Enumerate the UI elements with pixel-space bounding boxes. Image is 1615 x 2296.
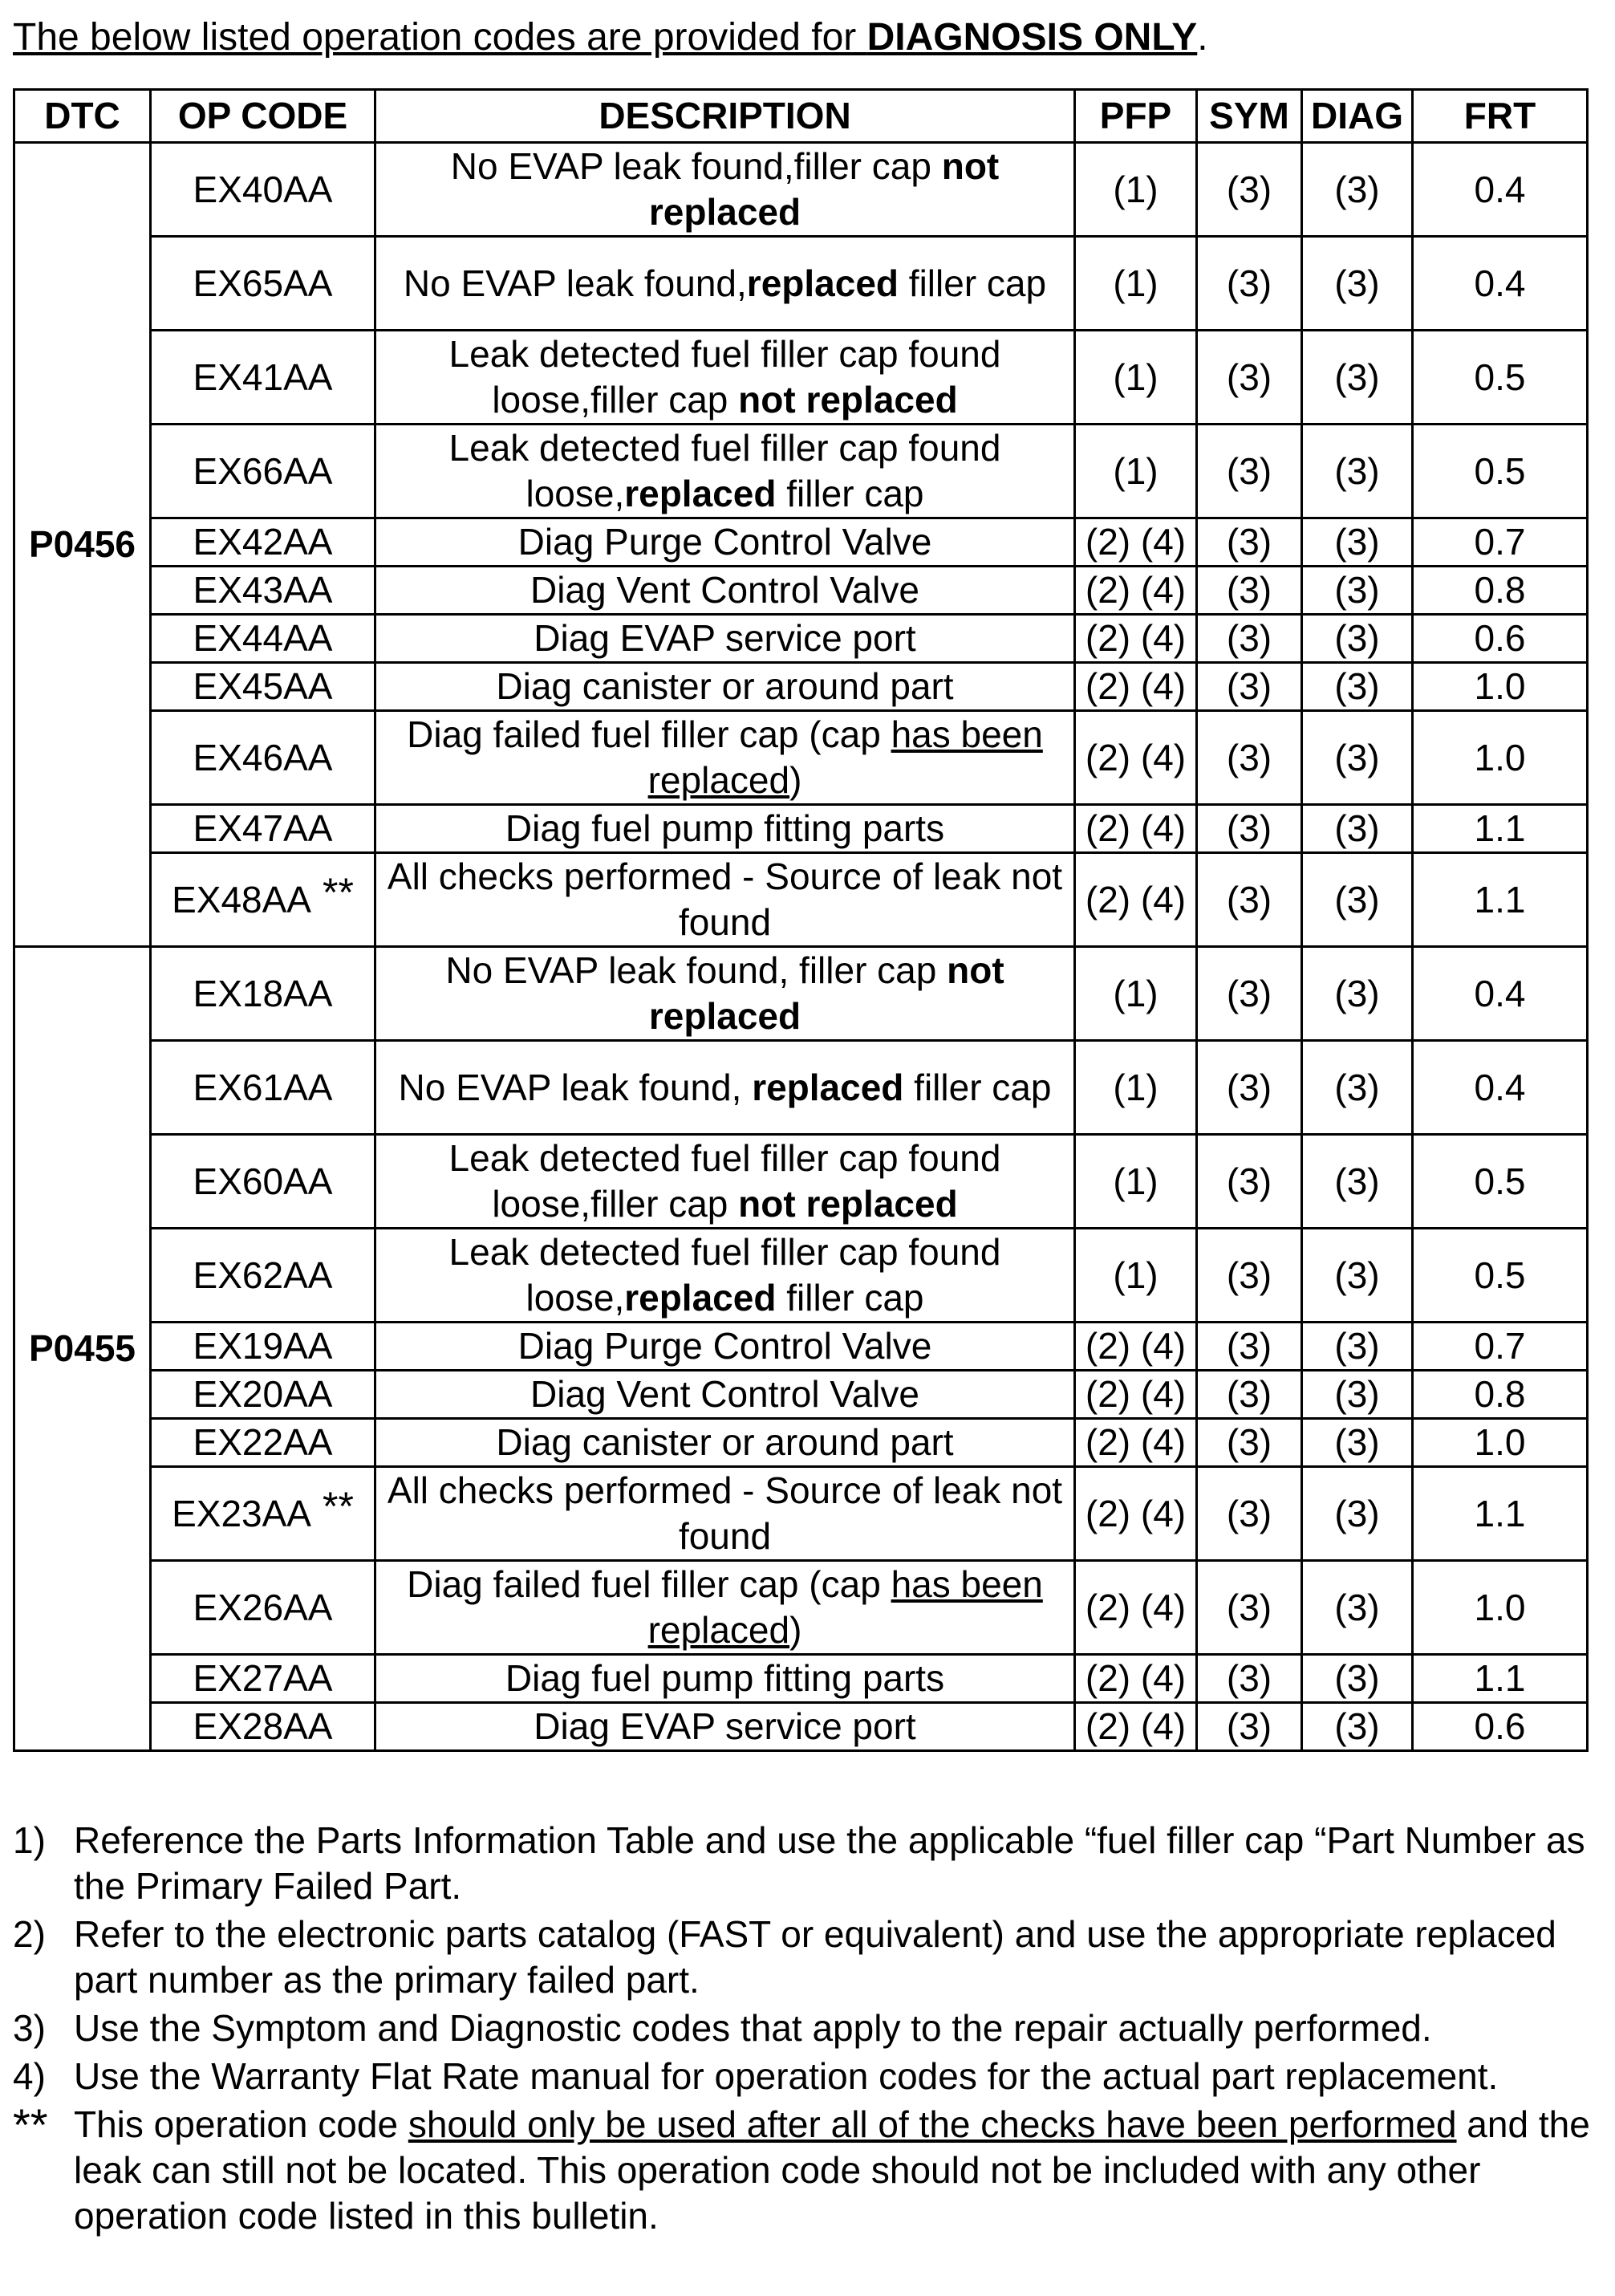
table-header-row — [14, 90, 1588, 143]
description-cell — [375, 805, 1075, 853]
op-code-text: EX47AA — [193, 807, 333, 849]
description-segment: Diag Purge Control Valve — [517, 1325, 932, 1367]
footnote-number: 1) — [13, 1819, 46, 1861]
table-row — [14, 1467, 1588, 1561]
diag-cell: (3) — [1302, 805, 1413, 853]
op-code-text: EX18AA — [193, 972, 333, 1014]
intro-text — [13, 16, 1197, 59]
sym-cell: (3) — [1197, 1371, 1302, 1419]
description-segment: Diag canister or around part — [496, 1421, 954, 1463]
op-code-text: EX44AA — [193, 617, 333, 659]
description-cell — [375, 663, 1075, 711]
description-cell — [375, 1561, 1075, 1655]
header-description: DESCRIPTION — [375, 90, 1075, 143]
intro-line — [13, 14, 1208, 61]
description-segment: replaced — [624, 473, 777, 514]
description-cell — [375, 331, 1075, 425]
op-code-text: EX22AA — [193, 1421, 333, 1463]
op-code-text: EX26AA — [193, 1586, 333, 1628]
diag-cell: (3) — [1302, 1135, 1413, 1229]
description-segment: filler cap — [776, 473, 924, 514]
op-code-text: EX28AA — [193, 1705, 333, 1747]
op-code-cell — [151, 1655, 375, 1703]
description-segment: ) — [789, 1609, 802, 1651]
footnote-segment: Use the Warranty Flat Rate manual for operation codes for the actual part replacement. — [74, 2055, 1499, 2097]
table-row — [14, 1041, 1588, 1135]
description-cell — [375, 1419, 1075, 1467]
description-segment: not replaced — [648, 949, 1004, 1037]
dtc-cell: P0456 — [14, 143, 151, 947]
table-row — [14, 1229, 1588, 1323]
footnote — [13, 2005, 1601, 2051]
description-segment: filler cap — [903, 1066, 1052, 1108]
footnote — [13, 1912, 1601, 2003]
description-cell — [375, 143, 1075, 237]
op-code-cell — [151, 567, 375, 615]
sym-cell: (3) — [1197, 143, 1302, 237]
frt-cell: 0.8 — [1413, 567, 1588, 615]
description-segment: Diag Vent Control Valve — [530, 569, 919, 611]
sym-cell: (3) — [1197, 1419, 1302, 1467]
op-code-text: EX60AA — [193, 1160, 333, 1202]
description-segment: No EVAP leak found,filler cap — [450, 145, 942, 187]
op-code-text: EX62AA — [193, 1254, 333, 1296]
op-code-text: EX23AA — [172, 1493, 311, 1534]
frt-cell: 1.1 — [1413, 805, 1588, 853]
op-code-text: EX45AA — [193, 665, 333, 707]
op-code-text: EX40AA — [193, 168, 333, 210]
sym-cell: (3) — [1197, 1467, 1302, 1561]
frt-cell: 0.6 — [1413, 1703, 1588, 1751]
pfp-cell: (2) (4) — [1075, 1419, 1197, 1467]
op-code-text: EX66AA — [193, 449, 333, 492]
header-pfp: PFP — [1075, 90, 1197, 143]
pfp-cell: (1) — [1075, 425, 1197, 518]
op-code-text: EX46AA — [193, 736, 333, 778]
footnote — [13, 2099, 1601, 2239]
sym-cell: (3) — [1197, 567, 1302, 615]
op-code-cell — [151, 805, 375, 853]
footnote-segment: Reference the Parts Information Table and use the applicable “fuel filler cap “Part Number as the Primary Failed Part. — [74, 1819, 1585, 1907]
header-sym: SYM — [1197, 90, 1302, 143]
op-code-cell — [151, 1323, 375, 1371]
sym-cell: (3) — [1197, 1561, 1302, 1655]
op-code-text: EX42AA — [193, 521, 333, 563]
footnote-number: 4) — [13, 2055, 46, 2097]
frt-cell: 0.4 — [1413, 1041, 1588, 1135]
table-row — [14, 237, 1588, 331]
description-segment: replaced — [624, 1277, 777, 1319]
table-row — [14, 615, 1588, 663]
double-asterisk-marker: ** — [322, 870, 354, 915]
pfp-cell: (1) — [1075, 947, 1197, 1041]
sym-cell: (3) — [1197, 1323, 1302, 1371]
footnote — [13, 1818, 1601, 1909]
description-cell — [375, 1655, 1075, 1703]
description-cell — [375, 1229, 1075, 1323]
description-cell — [375, 853, 1075, 947]
pfp-cell: (2) (4) — [1075, 663, 1197, 711]
description-segment: has been replaced — [647, 713, 1043, 801]
frt-cell: 0.7 — [1413, 518, 1588, 567]
diag-cell: (3) — [1302, 1371, 1413, 1419]
description-segment: replaced — [746, 262, 899, 304]
diag-cell: (3) — [1302, 663, 1413, 711]
op-code-cell — [151, 1419, 375, 1467]
pfp-cell: (2) (4) — [1075, 853, 1197, 947]
frt-cell: 1.1 — [1413, 1467, 1588, 1561]
description-cell — [375, 567, 1075, 615]
description-cell — [375, 1041, 1075, 1135]
table-row — [14, 331, 1588, 425]
footnote-segment: and the leak can still not be located. This operation code should not be included with any other operation code listed in this bulletin. — [74, 2103, 1590, 2237]
diag-cell: (3) — [1302, 425, 1413, 518]
intro-emphasis: DIAGNOSIS ONLY — [866, 16, 1198, 59]
pfp-cell: (2) (4) — [1075, 711, 1197, 805]
footnote — [13, 2054, 1601, 2099]
diag-cell: (3) — [1302, 518, 1413, 567]
description-cell — [375, 947, 1075, 1041]
sym-cell: (3) — [1197, 615, 1302, 663]
description-segment: filler cap — [899, 262, 1047, 304]
description-cell — [375, 711, 1075, 805]
op-code-cell — [151, 425, 375, 518]
pfp-cell: (1) — [1075, 1229, 1197, 1323]
header-dtc: DTC — [14, 90, 151, 143]
pfp-cell: (2) (4) — [1075, 1371, 1197, 1419]
frt-cell: 0.5 — [1413, 1135, 1588, 1229]
diag-cell: (3) — [1302, 1703, 1413, 1751]
pfp-cell: (2) (4) — [1075, 518, 1197, 567]
description-segment: Leak detected fuel filler cap found loose,filler cap — [448, 1137, 1001, 1225]
description-segment: Diag Purge Control Valve — [517, 521, 932, 563]
diag-cell: (3) — [1302, 1229, 1413, 1323]
op-code-cell — [151, 1371, 375, 1419]
diag-cell: (3) — [1302, 237, 1413, 331]
frt-cell: 0.6 — [1413, 615, 1588, 663]
sym-cell: (3) — [1197, 1229, 1302, 1323]
pfp-cell: (1) — [1075, 237, 1197, 331]
table-body — [14, 143, 1588, 1751]
pfp-cell: (1) — [1075, 1041, 1197, 1135]
description-cell — [375, 1703, 1075, 1751]
table-row — [14, 711, 1588, 805]
description-segment: ) — [789, 759, 802, 801]
intro-prefix: The below listed operation codes are provided for — [13, 16, 867, 59]
op-code-cell — [151, 1561, 375, 1655]
footnote-segment: should only be used after all of the checks have been performed — [408, 2103, 1457, 2145]
description-cell — [375, 425, 1075, 518]
pfp-cell: (1) — [1075, 331, 1197, 425]
description-cell — [375, 237, 1075, 331]
diag-cell: (3) — [1302, 615, 1413, 663]
header-op-code: OP CODE — [151, 90, 375, 143]
description-segment: Diag EVAP service port — [534, 617, 916, 659]
pfp-cell: (2) (4) — [1075, 567, 1197, 615]
pfp-cell: (2) (4) — [1075, 1703, 1197, 1751]
op-code-cell — [151, 1135, 375, 1229]
table-row — [14, 425, 1588, 518]
footnote-segment: This operation code — [74, 2103, 408, 2145]
pfp-cell: (2) (4) — [1075, 1655, 1197, 1703]
diag-cell: (3) — [1302, 1419, 1413, 1467]
diag-cell: (3) — [1302, 1041, 1413, 1135]
sym-cell: (3) — [1197, 1655, 1302, 1703]
footnote-number: ** — [13, 2099, 48, 2150]
dtc-cell: P0455 — [14, 947, 151, 1751]
footnote-segment: Refer to the electronic parts catalog (FAST or equivalent) and use the appropriate replaced part number as the primary failed part. — [74, 1913, 1556, 2001]
table-row — [14, 567, 1588, 615]
table-row — [14, 518, 1588, 567]
frt-cell: 0.4 — [1413, 143, 1588, 237]
diag-cell: (3) — [1302, 331, 1413, 425]
operation-codes-table — [13, 88, 1589, 1752]
sym-cell: (3) — [1197, 853, 1302, 947]
description-cell — [375, 615, 1075, 663]
diag-cell: (3) — [1302, 853, 1413, 947]
description-cell — [375, 1135, 1075, 1229]
footnote-number: 3) — [13, 2007, 46, 2049]
description-segment: Diag fuel pump fitting parts — [505, 1657, 945, 1699]
frt-cell: 1.1 — [1413, 853, 1588, 947]
description-segment: filler cap — [776, 1277, 924, 1319]
frt-cell: 0.7 — [1413, 1323, 1588, 1371]
frt-cell: 0.4 — [1413, 947, 1588, 1041]
description-segment: No EVAP leak found, — [403, 262, 747, 304]
description-segment: Diag failed fuel filler cap (cap — [407, 1563, 891, 1605]
footnote-text — [74, 2054, 1601, 2099]
diag-cell: (3) — [1302, 567, 1413, 615]
diag-cell: (3) — [1302, 143, 1413, 237]
description-segment: No EVAP leak found, — [398, 1066, 753, 1108]
description-segment: All checks performed - Source of leak not found — [387, 1469, 1063, 1557]
description-cell — [375, 1371, 1075, 1419]
op-code-cell — [151, 518, 375, 567]
diag-cell: (3) — [1302, 1655, 1413, 1703]
op-code-cell — [151, 237, 375, 331]
table-row — [14, 1371, 1588, 1419]
description-cell — [375, 518, 1075, 567]
intro-suffix: . — [1197, 16, 1208, 59]
double-asterisk-marker: ** — [322, 1484, 354, 1529]
op-code-text: EX27AA — [193, 1657, 333, 1699]
diag-cell: (3) — [1302, 1561, 1413, 1655]
op-code-cell — [151, 1467, 375, 1561]
op-code-text: EX61AA — [193, 1066, 333, 1108]
sym-cell: (3) — [1197, 663, 1302, 711]
sym-cell: (3) — [1197, 425, 1302, 518]
pfp-cell: (1) — [1075, 143, 1197, 237]
description-segment: Leak detected fuel filler cap found loose,filler cap — [448, 333, 1001, 421]
table-row — [14, 1419, 1588, 1467]
header-frt: FRT — [1413, 90, 1588, 143]
op-code-cell — [151, 1229, 375, 1323]
footnotes — [13, 1818, 1601, 2241]
pfp-cell: (2) (4) — [1075, 1323, 1197, 1371]
table-row — [14, 663, 1588, 711]
table-row — [14, 143, 1588, 237]
header-diag: DIAG — [1302, 90, 1413, 143]
sym-cell: (3) — [1197, 805, 1302, 853]
description-segment: Leak detected fuel filler cap found loose, — [448, 427, 1001, 514]
op-code-text: EX43AA — [193, 569, 333, 611]
op-code-text: EX41AA — [193, 356, 333, 398]
sym-cell: (3) — [1197, 1041, 1302, 1135]
sym-cell: (3) — [1197, 518, 1302, 567]
pfp-cell: (2) (4) — [1075, 1561, 1197, 1655]
op-code-text: EX20AA — [193, 1373, 333, 1415]
footnote-text — [74, 1818, 1601, 1909]
sym-cell: (3) — [1197, 1703, 1302, 1751]
sym-cell: (3) — [1197, 237, 1302, 331]
table-row — [14, 1655, 1588, 1703]
frt-cell: 1.1 — [1413, 1655, 1588, 1703]
footnote-text — [74, 2102, 1601, 2239]
frt-cell: 0.5 — [1413, 1229, 1588, 1323]
table-row — [14, 947, 1588, 1041]
frt-cell: 1.0 — [1413, 663, 1588, 711]
frt-cell: 0.4 — [1413, 237, 1588, 331]
op-code-cell — [151, 947, 375, 1041]
description-segment: not replaced — [648, 145, 1000, 233]
pfp-cell: (2) (4) — [1075, 805, 1197, 853]
diag-cell: (3) — [1302, 1323, 1413, 1371]
description-segment: Diag Vent Control Valve — [530, 1373, 919, 1415]
op-code-cell — [151, 331, 375, 425]
op-code-cell — [151, 1703, 375, 1751]
description-segment: Diag failed fuel filler cap (cap — [407, 713, 891, 755]
description-segment: Leak detected fuel filler cap found loose, — [448, 1231, 1001, 1319]
description-segment: has been replaced — [647, 1563, 1043, 1651]
op-code-cell — [151, 143, 375, 237]
description-segment: Diag canister or around part — [496, 665, 954, 707]
frt-cell: 1.0 — [1413, 1419, 1588, 1467]
footnote-segment: Use the Symptom and Diagnostic codes that apply to the repair actually performed. — [74, 2007, 1432, 2049]
sym-cell: (3) — [1197, 331, 1302, 425]
op-code-text: EX65AA — [193, 262, 333, 304]
table-row — [14, 805, 1588, 853]
sym-cell: (3) — [1197, 947, 1302, 1041]
description-cell — [375, 1467, 1075, 1561]
pfp-cell: (2) (4) — [1075, 1467, 1197, 1561]
footnote-text — [74, 1912, 1601, 2003]
description-segment: not replaced — [738, 1183, 958, 1225]
op-code-text: EX48AA — [172, 879, 311, 920]
pfp-cell: (1) — [1075, 1135, 1197, 1229]
table-row — [14, 1323, 1588, 1371]
op-code-text: EX19AA — [193, 1325, 333, 1367]
footnote-text — [74, 2005, 1601, 2051]
description-cell — [375, 1323, 1075, 1371]
description-segment: replaced — [752, 1066, 904, 1108]
frt-cell: 1.0 — [1413, 711, 1588, 805]
op-code-cell — [151, 853, 375, 947]
frt-cell: 0.5 — [1413, 331, 1588, 425]
footnote-number: 2) — [13, 1913, 46, 1955]
table-row — [14, 1703, 1588, 1751]
frt-cell: 0.8 — [1413, 1371, 1588, 1419]
table-row — [14, 1135, 1588, 1229]
diag-cell: (3) — [1302, 1467, 1413, 1561]
frt-cell: 1.0 — [1413, 1561, 1588, 1655]
sym-cell: (3) — [1197, 711, 1302, 805]
pfp-cell: (2) (4) — [1075, 615, 1197, 663]
description-segment: All checks performed - Source of leak not found — [387, 855, 1063, 943]
table-row — [14, 1561, 1588, 1655]
op-code-cell — [151, 663, 375, 711]
sym-cell: (3) — [1197, 1135, 1302, 1229]
table-row — [14, 853, 1588, 947]
description-segment: No EVAP leak found, filler cap — [445, 949, 947, 991]
diag-cell: (3) — [1302, 947, 1413, 1041]
op-code-cell — [151, 711, 375, 805]
description-segment: not replaced — [738, 379, 958, 421]
description-segment: Diag EVAP service port — [534, 1705, 916, 1747]
op-code-cell — [151, 615, 375, 663]
description-segment: Diag fuel pump fitting parts — [505, 807, 945, 849]
frt-cell: 0.5 — [1413, 425, 1588, 518]
diag-cell: (3) — [1302, 711, 1413, 805]
op-code-cell — [151, 1041, 375, 1135]
